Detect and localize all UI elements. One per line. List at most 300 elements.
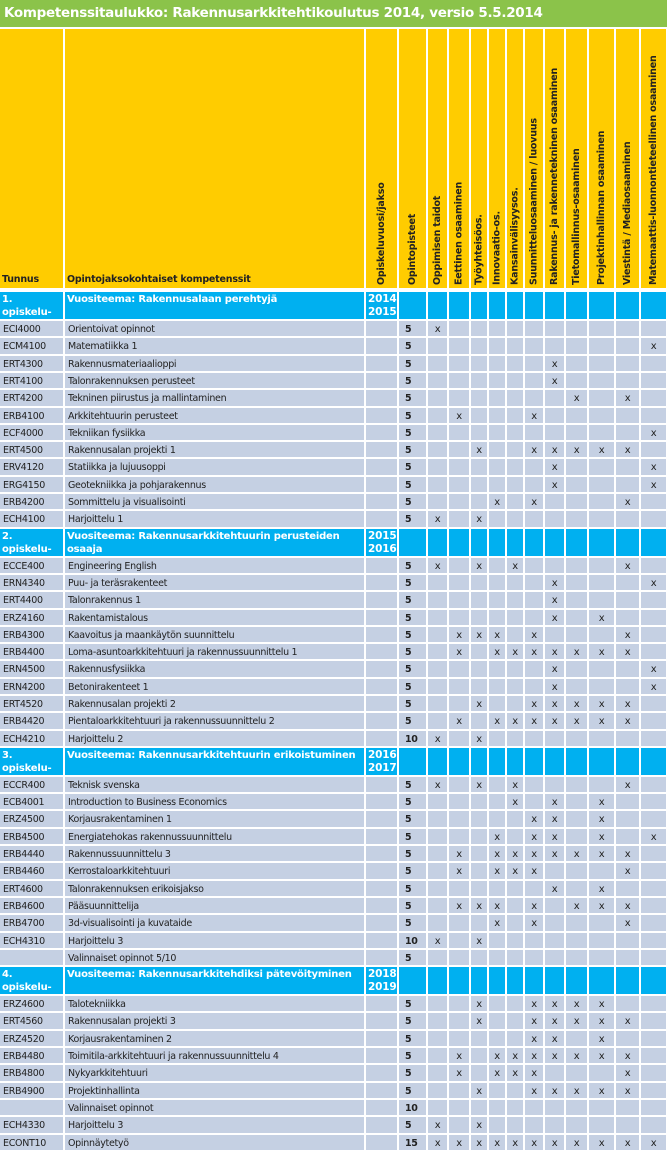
competence-empty — [428, 575, 447, 590]
section-empty-cell — [507, 292, 523, 319]
competence-empty — [641, 898, 666, 913]
competence-empty — [545, 1117, 564, 1133]
course-year-cell — [366, 610, 397, 625]
course-code — [0, 950, 63, 965]
section-label: 4. opiskelu- — [0, 967, 63, 994]
competence-empty — [489, 390, 505, 406]
course-code: ERT4500 — [0, 442, 63, 457]
course-year-cell — [366, 390, 397, 406]
course-name: Rakennussuunnittelu 3 — [65, 846, 364, 861]
course-year-cell — [366, 373, 397, 388]
course-code: ECI4000 — [0, 321, 63, 336]
competence-empty — [428, 338, 447, 354]
competence-empty — [545, 511, 564, 527]
competence-empty — [525, 459, 543, 475]
course-credits: 5 — [399, 321, 426, 336]
competence-empty — [566, 408, 587, 423]
competence-mark: x — [589, 442, 614, 457]
competence-empty — [566, 338, 587, 354]
competence-empty — [589, 356, 614, 371]
competence-mark: x — [507, 713, 523, 729]
course-year-cell — [366, 731, 397, 746]
competence-empty — [507, 408, 523, 423]
course-year-cell — [366, 425, 397, 440]
competence-empty — [566, 1100, 587, 1115]
course-name: Talonrakennuksen erikoisjakso — [65, 881, 364, 896]
competence-empty — [616, 575, 639, 590]
competence-empty — [428, 425, 447, 440]
competence-empty — [641, 356, 666, 371]
competence-mark: x — [589, 644, 614, 659]
competence-empty — [489, 373, 505, 388]
course-year-cell — [366, 558, 397, 573]
competence-empty — [449, 442, 469, 457]
competence-mark: x — [589, 610, 614, 625]
competence-empty — [507, 731, 523, 746]
competence-empty — [616, 459, 639, 475]
header-competence: Projektinhallinnan osaaminen — [589, 29, 614, 288]
course-credits: 10 — [399, 1100, 426, 1115]
section-empty-cell — [489, 529, 505, 556]
competence-mark: x — [489, 898, 505, 913]
competence-mark: x — [616, 1065, 639, 1081]
competence-mark: x — [589, 1135, 614, 1150]
competence-mark: x — [589, 829, 614, 844]
header-competence: Innovaatio-os. — [489, 29, 505, 288]
course-credits: 5 — [399, 679, 426, 694]
course-name: Harjoittelu 3 — [65, 1117, 364, 1133]
header-competence: Matemaattis-luonnontieteellinen osaaminen — [641, 29, 666, 288]
competence-empty — [589, 575, 614, 590]
competence-empty — [428, 390, 447, 406]
competence-empty — [641, 408, 666, 423]
competence-mark: x — [471, 558, 487, 573]
course-credits: 5 — [399, 1083, 426, 1098]
course-credits: 5 — [399, 696, 426, 711]
header-competence: Kansainvälisyysos. — [507, 29, 523, 288]
competence-empty — [641, 644, 666, 659]
competence-empty — [545, 933, 564, 948]
section-empty-cell — [641, 967, 666, 994]
competence-mark: x — [471, 1083, 487, 1098]
course-credits: 5 — [399, 1117, 426, 1133]
competence-empty — [428, 696, 447, 711]
section-empty-cell — [428, 748, 447, 775]
course-name: Rakennusalan projekti 1 — [65, 442, 364, 457]
competence-empty — [589, 511, 614, 527]
competence-mark: x — [428, 1117, 447, 1133]
competence-mark: x — [616, 696, 639, 711]
competence-empty — [566, 661, 587, 677]
competence-empty — [589, 933, 614, 948]
competence-empty — [449, 575, 469, 590]
section-label: 1. opiskelu- — [0, 292, 63, 319]
competence-empty — [489, 1083, 505, 1098]
competence-mark: x — [566, 696, 587, 711]
competence-empty — [616, 338, 639, 354]
competence-empty — [616, 511, 639, 527]
section-label: 3. opiskelu- — [0, 748, 63, 775]
course-name: Geotekniikka ja pohjarakennus — [65, 477, 364, 492]
section-empty-cell — [507, 748, 523, 775]
competence-empty — [507, 321, 523, 336]
competence-empty — [507, 425, 523, 440]
competence-empty — [566, 731, 587, 746]
competence-empty — [507, 356, 523, 371]
competence-empty — [449, 950, 469, 965]
course-name: Pääsuunnittelija — [65, 898, 364, 913]
course-year-cell — [366, 592, 397, 608]
competence-mark: x — [525, 1048, 543, 1063]
section-label: 2. opiskelu- — [0, 529, 63, 556]
competence-empty — [525, 511, 543, 527]
course-year-cell — [366, 1031, 397, 1046]
section-empty-cell — [471, 748, 487, 775]
competence-empty — [545, 408, 564, 423]
competence-mark: x — [525, 863, 543, 879]
competence-empty — [428, 477, 447, 492]
competence-empty — [489, 1117, 505, 1133]
competence-empty — [616, 950, 639, 965]
section-empty-cell — [616, 292, 639, 319]
competence-empty — [589, 950, 614, 965]
competence-mark: x — [616, 644, 639, 659]
course-credits: 5 — [399, 459, 426, 475]
competence-empty — [641, 627, 666, 642]
competence-empty — [471, 679, 487, 694]
competence-empty — [449, 459, 469, 475]
course-year-cell — [366, 933, 397, 948]
competence-empty — [525, 575, 543, 590]
header-competence: Työyhteisöos. — [471, 29, 487, 288]
competence-mark: x — [545, 644, 564, 659]
course-code: ERB4480 — [0, 1048, 63, 1063]
course-credits: 5 — [399, 661, 426, 677]
course-year-cell — [366, 644, 397, 659]
competence-empty — [507, 610, 523, 625]
competence-empty — [616, 829, 639, 844]
course-credits: 5 — [399, 356, 426, 371]
competence-mark: x — [545, 610, 564, 625]
competence-empty — [489, 811, 505, 827]
course-code: ERB4420 — [0, 713, 63, 729]
competence-empty — [616, 356, 639, 371]
competence-mark: x — [428, 511, 447, 527]
competence-mark: x — [589, 1013, 614, 1029]
competence-empty — [449, 592, 469, 608]
competence-empty — [471, 321, 487, 336]
competence-empty — [471, 575, 487, 590]
competence-empty — [641, 442, 666, 457]
competence-empty — [616, 794, 639, 809]
section-empty-cell — [641, 748, 666, 775]
competence-empty — [471, 373, 487, 388]
course-credits: 10 — [399, 933, 426, 948]
competence-empty — [566, 373, 587, 388]
competence-empty — [525, 610, 543, 625]
competence-empty — [428, 610, 447, 625]
course-year-cell — [366, 863, 397, 879]
competence-empty — [507, 442, 523, 457]
course-year-cell — [366, 661, 397, 677]
course-credits: 5 — [399, 425, 426, 440]
competence-empty — [471, 408, 487, 423]
competence-empty — [507, 575, 523, 590]
competence-empty — [471, 477, 487, 492]
competence-mark: x — [616, 915, 639, 931]
course-code: ECM4100 — [0, 338, 63, 354]
competence-empty — [525, 777, 543, 792]
competence-empty — [449, 321, 469, 336]
competence-empty — [589, 1117, 614, 1133]
competence-mark: x — [641, 338, 666, 354]
course-credits: 5 — [399, 627, 426, 642]
competence-empty — [525, 373, 543, 388]
course-credits: 5 — [399, 408, 426, 423]
competence-empty — [489, 661, 505, 677]
competence-empty — [589, 338, 614, 354]
competence-empty — [489, 442, 505, 457]
competence-empty — [641, 1117, 666, 1133]
course-code: ERN4500 — [0, 661, 63, 677]
header-credits: Opintopisteet — [399, 29, 426, 288]
competence-empty — [616, 731, 639, 746]
competence-empty — [489, 408, 505, 423]
competence-empty — [471, 1100, 487, 1115]
competence-empty — [489, 477, 505, 492]
competence-empty — [428, 356, 447, 371]
competence-empty — [489, 794, 505, 809]
competence-empty — [545, 731, 564, 746]
course-code: ERB4500 — [0, 829, 63, 844]
competence-mark: x — [507, 1065, 523, 1081]
course-name: Talotekniikka — [65, 996, 364, 1011]
competence-empty — [589, 459, 614, 475]
competence-empty — [489, 679, 505, 694]
competence-mark: x — [616, 846, 639, 861]
competence-empty — [566, 950, 587, 965]
competence-mark: x — [566, 1013, 587, 1029]
competence-empty — [589, 731, 614, 746]
course-credits: 5 — [399, 811, 426, 827]
competence-empty — [507, 1083, 523, 1098]
competence-empty — [449, 696, 469, 711]
competence-mark: x — [545, 996, 564, 1011]
competence-empty — [641, 996, 666, 1011]
competence-mark: x — [525, 713, 543, 729]
competence-empty — [507, 996, 523, 1011]
competence-mark: x — [545, 1048, 564, 1063]
course-credits: 5 — [399, 610, 426, 625]
course-year-cell — [366, 477, 397, 492]
competence-mark: x — [545, 696, 564, 711]
header-competence: Suunnitteluosaaminen / luovuus — [525, 29, 543, 288]
header-course: Opintojaksokohtaiset kompetenssit — [65, 29, 364, 288]
course-year-cell — [366, 1135, 397, 1150]
competence-empty — [428, 1048, 447, 1063]
competence-empty — [545, 915, 564, 931]
competence-mark: x — [616, 777, 639, 792]
competence-empty — [449, 794, 469, 809]
course-name: Harjoittelu 1 — [65, 511, 364, 527]
competence-empty — [525, 356, 543, 371]
competence-mark: x — [616, 627, 639, 642]
competence-empty — [507, 950, 523, 965]
competence-mark: x — [489, 1135, 505, 1150]
competence-empty — [428, 1083, 447, 1098]
competence-empty — [507, 915, 523, 931]
competence-empty — [507, 511, 523, 527]
competence-empty — [641, 933, 666, 948]
competence-empty — [489, 933, 505, 948]
competence-mark: x — [616, 390, 639, 406]
competence-empty — [589, 863, 614, 879]
competence-empty — [641, 321, 666, 336]
competence-empty — [641, 950, 666, 965]
section-empty-cell — [428, 967, 447, 994]
course-code: ERB4400 — [0, 644, 63, 659]
course-name: Rakennusmateriaalioppi — [65, 356, 364, 371]
competence-empty — [428, 950, 447, 965]
competence-empty — [507, 390, 523, 406]
competence-empty — [428, 846, 447, 861]
competence-empty — [641, 511, 666, 527]
course-name: Rakennusalan projekti 3 — [65, 1013, 364, 1029]
competence-empty — [507, 1013, 523, 1029]
competence-empty — [589, 321, 614, 336]
course-name: Rakennusalan projekti 2 — [65, 696, 364, 711]
competence-empty — [616, 1117, 639, 1133]
section-empty-cell — [589, 529, 614, 556]
section-empty-cell — [489, 292, 505, 319]
competence-mark: x — [449, 408, 469, 423]
competence-mark: x — [545, 829, 564, 844]
competence-mark: x — [507, 558, 523, 573]
course-credits: 5 — [399, 511, 426, 527]
competence-empty — [471, 846, 487, 861]
competence-mark: x — [589, 898, 614, 913]
course-year-cell — [366, 829, 397, 844]
competence-empty — [507, 494, 523, 509]
competence-empty — [566, 933, 587, 948]
course-credits: 5 — [399, 338, 426, 354]
competence-mark: x — [545, 373, 564, 388]
competence-empty — [525, 933, 543, 948]
course-credits: 5 — [399, 644, 426, 659]
course-year-cell — [366, 442, 397, 457]
competence-empty — [616, 996, 639, 1011]
competence-empty — [449, 829, 469, 844]
course-year-cell — [366, 1117, 397, 1133]
competence-mark: x — [641, 477, 666, 492]
competence-mark: x — [489, 494, 505, 509]
competence-empty — [489, 1100, 505, 1115]
competence-mark: x — [525, 811, 543, 827]
course-year-cell — [366, 696, 397, 711]
competence-mark: x — [449, 863, 469, 879]
course-name: Energiatehokas rakennussuunnittelu — [65, 829, 364, 844]
competence-empty — [471, 610, 487, 625]
course-credits: 5 — [399, 777, 426, 792]
section-empty-cell — [428, 292, 447, 319]
course-code: ECH4210 — [0, 731, 63, 746]
section-empty-cell — [616, 529, 639, 556]
competence-empty — [616, 321, 639, 336]
competence-mark: x — [471, 511, 487, 527]
competence-mark: x — [616, 1048, 639, 1063]
competence-empty — [489, 950, 505, 965]
competence-empty — [566, 794, 587, 809]
competence-empty — [428, 627, 447, 642]
competence-empty — [525, 1100, 543, 1115]
competence-empty — [589, 592, 614, 608]
competence-mark: x — [449, 627, 469, 642]
competence-empty — [449, 610, 469, 625]
section-empty-cell — [545, 292, 564, 319]
competence-mark: x — [471, 1117, 487, 1133]
competence-empty — [616, 592, 639, 608]
course-name: Introduction to Business Economics — [65, 794, 364, 809]
competence-empty — [489, 1031, 505, 1046]
competence-mark: x — [525, 627, 543, 642]
competence-mark: x — [489, 915, 505, 931]
competence-mark: x — [449, 1048, 469, 1063]
competence-empty — [471, 950, 487, 965]
competence-empty — [566, 356, 587, 371]
competence-mark: x — [566, 1083, 587, 1098]
course-year-cell — [366, 679, 397, 694]
competence-empty — [507, 898, 523, 913]
course-code: ECCE400 — [0, 558, 63, 573]
page-title: Kompetenssitaulukko: Rakennusarkkitehtikoulutus 2014, versio 5.5.2014 — [0, 0, 667, 27]
course-name: Projektinhallinta — [65, 1083, 364, 1098]
course-year-cell — [366, 338, 397, 354]
competence-mark: x — [525, 1013, 543, 1029]
competence-empty — [449, 1117, 469, 1133]
competence-mark: x — [616, 713, 639, 729]
course-credits: 5 — [399, 898, 426, 913]
competence-empty — [525, 679, 543, 694]
course-code: ERB4600 — [0, 898, 63, 913]
competence-mark: x — [641, 1135, 666, 1150]
competence-empty — [525, 661, 543, 677]
course-code: ERB4300 — [0, 627, 63, 642]
competence-empty — [507, 338, 523, 354]
course-credits: 10 — [399, 731, 426, 746]
competence-empty — [507, 933, 523, 948]
course-name: 3d-visualisointi ja kuvataide — [65, 915, 364, 931]
course-name: Nykyarkkitehtuuri — [65, 1065, 364, 1081]
section-empty-cell — [449, 748, 469, 775]
competence-empty — [507, 373, 523, 388]
section-empty-cell — [545, 748, 564, 775]
competence-mark: x — [525, 915, 543, 931]
course-code: ERT4520 — [0, 696, 63, 711]
competence-empty — [616, 373, 639, 388]
section-empty-cell — [566, 529, 587, 556]
competence-mark: x — [616, 863, 639, 879]
competence-empty — [428, 408, 447, 423]
competence-empty — [428, 713, 447, 729]
competence-empty — [507, 1117, 523, 1133]
competence-empty — [507, 661, 523, 677]
section-empty-cell — [489, 748, 505, 775]
course-name: Opinnäytetyö — [65, 1135, 364, 1150]
section-empty-cell — [566, 967, 587, 994]
section-empty-cell — [545, 967, 564, 994]
course-year-cell — [366, 794, 397, 809]
competence-empty — [428, 1100, 447, 1115]
